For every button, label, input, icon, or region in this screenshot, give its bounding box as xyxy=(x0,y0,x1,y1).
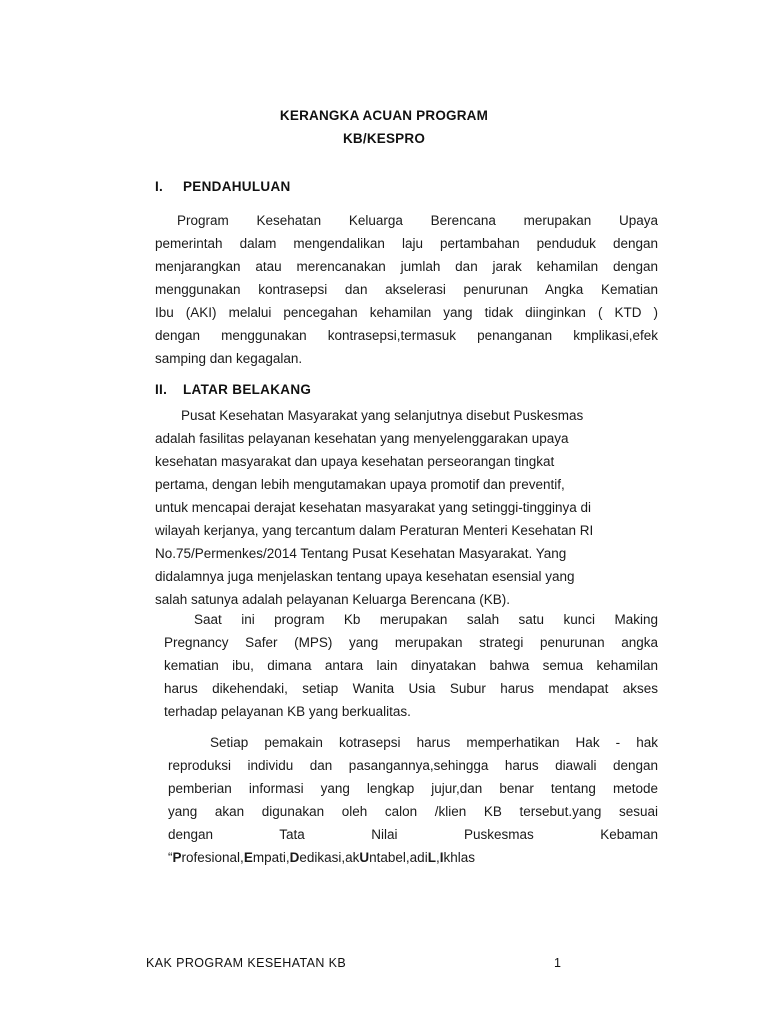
page-number: 1 xyxy=(554,956,562,970)
value-initial: D xyxy=(289,850,300,865)
paragraph-line: wilayah kerjanya, yang tercantum dalam Peraturan Menteri Kesehatan RI xyxy=(155,523,594,538)
value-initial: L xyxy=(427,850,436,865)
section-2-title: LATAR BELAKANG xyxy=(183,382,312,397)
footer-title: KAK PROGRAM KESEHATAN KB xyxy=(146,956,347,970)
paragraph-line: samping dan kegagalan. xyxy=(155,351,303,366)
paragraph-line: Ibu (AKI) melalui pencegahan kehamilan yang tidak diinginkan ( KTD ) xyxy=(155,305,658,320)
paragraph-line: Saat ini program Kb merupakan salah satu kunci Making xyxy=(194,612,658,627)
title-line-2: KB/KESPRO xyxy=(342,131,426,146)
open-quote: “ xyxy=(168,850,173,865)
title-line-1: KERANGKA ACUAN PROGRAM xyxy=(279,108,489,123)
paragraph-line: untuk mencapai derajat kesehatan masyarakat yang setinggi-tingginya di xyxy=(155,500,592,515)
paragraph-line: kesehatan masyarakat dan upaya kesehatan perseorangan tingkat xyxy=(155,454,555,469)
paragraph-line: harus dikehendaki, setiap Wanita Usia Subur harus mendapat akses xyxy=(164,681,658,696)
value-text: edikasi,ak xyxy=(299,850,360,865)
paragraph-line: didalamnya juga menjelaskan tentang upaya kesehatan esensial yang xyxy=(155,569,575,584)
paragraph-line: pemerintah dalam mengendalikan laju pertambahan penduduk dengan xyxy=(155,236,658,251)
paragraph-line: reproduksi individu dan pasangannya,sehingga harus diawali dengan xyxy=(168,758,658,773)
paragraph-line: Pregnancy Safer (MPS) yang merupakan strategi penurunan angka xyxy=(164,635,658,650)
value-text: ntabel,adi xyxy=(369,850,428,865)
paragraph-line: yang akan digunakan oleh calon /klien KB tersebut.yang sesuai xyxy=(168,804,658,819)
section-1-number: I. xyxy=(155,179,164,194)
paragraph-line: Setiap pemakain kotrasepsi harus memperhatikan Hak - hak xyxy=(210,735,658,750)
paragraph-line: adalah fasilitas pelayanan kesehatan yang menyelenggarakan upaya xyxy=(155,431,569,446)
section-1-title: PENDAHULUAN xyxy=(183,179,291,194)
paragraph-line: menjarangkan atau merencanakan jumlah dan jarak kehamilan dengan xyxy=(155,259,658,274)
section-2-paragraph-1 xyxy=(155,404,660,611)
paragraph-line: menggunakan kontrasepsi dan akselerasi penurunan Angka Kematian xyxy=(155,282,658,297)
paragraph-line: dengan menggunakan kontrasepsi,termasuk penanganan kmplikasi,efek xyxy=(155,328,658,343)
value-text: mpati, xyxy=(252,850,290,865)
value-text: , xyxy=(435,850,440,865)
section-2-paragraph-2 xyxy=(164,608,658,723)
values-line xyxy=(168,846,658,869)
value-initial: E xyxy=(243,850,253,865)
paragraph-line: pertama, dengan lebih mengutamakan upaya promotif dan preventif, xyxy=(155,477,565,492)
paragraph-line: pemberian informasi yang lengkap jujur,dan benar tentang metode xyxy=(168,781,658,796)
section-2-paragraph-3 xyxy=(168,731,658,869)
section-2-heading xyxy=(155,382,311,397)
value-initial: U xyxy=(359,850,370,865)
value-text: khlas xyxy=(443,850,475,865)
paragraph-line: salah satunya adalah pelayanan Keluarga Berencana (KB). xyxy=(155,592,510,607)
document-title xyxy=(0,104,768,150)
section-2-number: II. xyxy=(155,382,168,397)
paragraph-line: dengan Tata Nilai Puskesmas Kebaman xyxy=(168,827,658,842)
value-text: rofesional, xyxy=(181,850,244,865)
value-initial: I xyxy=(439,850,444,865)
section-1-heading xyxy=(155,179,291,194)
paragraph-line: Program Kesehatan Keluarga Berencana merupakan Upaya xyxy=(177,213,658,228)
paragraph-line: terhadap pelayanan KB yang berkualitas. xyxy=(164,704,411,719)
value-initial: P xyxy=(172,850,182,865)
paragraph-line: Pusat Kesehatan Masyarakat yang selanjutnya disebut Puskesmas xyxy=(181,408,584,423)
section-1-paragraph xyxy=(155,209,658,370)
paragraph-line: No.75/Permenkes/2014 Tentang Pusat Kesehatan Masyarakat. Yang xyxy=(155,546,567,561)
paragraph-line: kematian ibu, dimana antara lain dinyatakan bahwa semua kehamilan xyxy=(164,658,658,673)
